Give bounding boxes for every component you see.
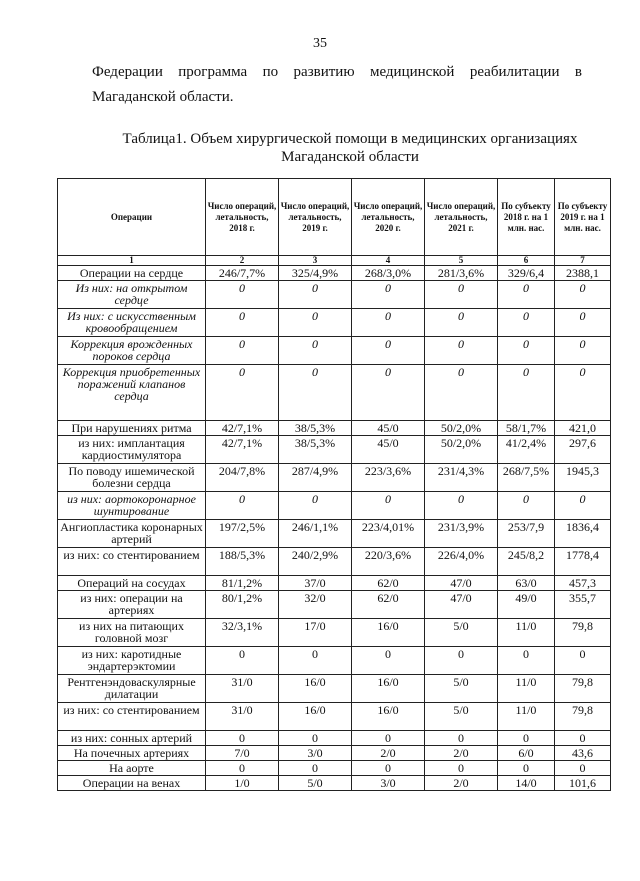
value-2018-cell: 0: [206, 761, 279, 776]
operation-cell: Ангиопластика коронарных артерий: [58, 520, 206, 548]
per-million-2018-cell: 49/0: [498, 591, 555, 619]
value-2018-cell: 1/0: [206, 776, 279, 791]
value-2018-cell: 246/7,7%: [206, 266, 279, 281]
value-2019-cell: 0: [279, 731, 352, 746]
table-row: [58, 548, 611, 576]
column-header: Операции: [58, 179, 206, 256]
table-caption: [60, 130, 640, 166]
per-million-2019-cell: 297,6: [555, 436, 611, 464]
table-row: [58, 436, 611, 464]
surgery-volume-table: [57, 178, 611, 791]
value-2019-cell: 0: [279, 761, 352, 776]
table-row: [58, 576, 611, 591]
value-2020-cell: 223/3,6%: [352, 464, 425, 492]
operation-cell: На аорте: [58, 761, 206, 776]
value-2021-cell: 47/0: [425, 576, 498, 591]
value-2020-cell: 0: [352, 647, 425, 675]
value-2018-cell: 197/2,5%: [206, 520, 279, 548]
operation-cell: При нарушениях ритма: [58, 421, 206, 436]
value-2019-cell: 0: [279, 281, 352, 309]
table-row: [58, 492, 611, 520]
table-row: [58, 746, 611, 761]
per-million-2018-cell: 329/6,4: [498, 266, 555, 281]
operation-cell: из них: имплантация кардиостимулятора: [58, 436, 206, 464]
value-2020-cell: 0: [352, 761, 425, 776]
value-2018-cell: 31/0: [206, 703, 279, 731]
value-2018-cell: 0: [206, 337, 279, 365]
column-number: 3: [279, 256, 352, 266]
per-million-2019-cell: 0: [555, 647, 611, 675]
value-2020-cell: 0: [352, 731, 425, 746]
table-header-row: [58, 179, 611, 256]
value-2019-cell: 0: [279, 492, 352, 520]
per-million-2018-cell: 245/8,2: [498, 548, 555, 576]
column-number: 5: [425, 256, 498, 266]
per-million-2019-cell: 0: [555, 492, 611, 520]
per-million-2019-cell: 0: [555, 365, 611, 421]
per-million-2018-cell: 268/7,5%: [498, 464, 555, 492]
per-million-2019-cell: 0: [555, 309, 611, 337]
value-2019-cell: 0: [279, 309, 352, 337]
per-million-2019-cell: 101,6: [555, 776, 611, 791]
table-row: [58, 281, 611, 309]
value-2020-cell: 0: [352, 365, 425, 421]
value-2021-cell: 0: [425, 281, 498, 309]
value-2020-cell: 220/3,6%: [352, 548, 425, 576]
column-number: 4: [352, 256, 425, 266]
column-number: 6: [498, 256, 555, 266]
value-2018-cell: 31/0: [206, 675, 279, 703]
value-2021-cell: 281/3,6%: [425, 266, 498, 281]
value-2021-cell: 0: [425, 492, 498, 520]
per-million-2019-cell: 2388,1: [555, 266, 611, 281]
value-2020-cell: 223/4,01%: [352, 520, 425, 548]
value-2019-cell: 38/5,3%: [279, 436, 352, 464]
value-2021-cell: 0: [425, 647, 498, 675]
column-numbers-row: [58, 256, 611, 266]
value-2020-cell: 3/0: [352, 776, 425, 791]
per-million-2018-cell: 0: [498, 492, 555, 520]
per-million-2018-cell: 253/7,9: [498, 520, 555, 548]
value-2021-cell: 5/0: [425, 619, 498, 647]
value-2019-cell: 16/0: [279, 703, 352, 731]
value-2021-cell: 50/2,0%: [425, 421, 498, 436]
table-row: [58, 761, 611, 776]
operation-cell: Из них: с искусственным кровообращением: [58, 309, 206, 337]
operation-cell: Из них: на открытом сердце: [58, 281, 206, 309]
value-2020-cell: 0: [352, 492, 425, 520]
column-number: 7: [555, 256, 611, 266]
per-million-2018-cell: 11/0: [498, 619, 555, 647]
per-million-2019-cell: 79,8: [555, 675, 611, 703]
column-header: По субъекту 2019 г. на 1 млн. нас.: [555, 179, 611, 256]
value-2021-cell: 5/0: [425, 675, 498, 703]
table-row: [58, 421, 611, 436]
table-row: [58, 464, 611, 492]
table-row: [58, 266, 611, 281]
table-row: [58, 647, 611, 675]
operation-cell: из них: со стентированием: [58, 548, 206, 576]
value-2020-cell: 45/0: [352, 436, 425, 464]
table-row: [58, 731, 611, 746]
value-2019-cell: 0: [279, 647, 352, 675]
value-2019-cell: 287/4,9%: [279, 464, 352, 492]
per-million-2019-cell: 0: [555, 337, 611, 365]
operation-cell: Коррекция приобретенных поражений клапанов сердца: [58, 365, 206, 421]
per-million-2018-cell: 0: [498, 281, 555, 309]
value-2019-cell: 17/0: [279, 619, 352, 647]
column-number: 2: [206, 256, 279, 266]
value-2019-cell: 0: [279, 337, 352, 365]
value-2018-cell: 0: [206, 492, 279, 520]
value-2018-cell: 42/7,1%: [206, 436, 279, 464]
column-header: Число операций, летальность, 2020 г.: [352, 179, 425, 256]
value-2021-cell: 2/0: [425, 746, 498, 761]
value-2019-cell: 246/1,1%: [279, 520, 352, 548]
value-2018-cell: 0: [206, 647, 279, 675]
value-2019-cell: 37/0: [279, 576, 352, 591]
per-million-2019-cell: 43,6: [555, 746, 611, 761]
per-million-2019-cell: 421,0: [555, 421, 611, 436]
value-2020-cell: 0: [352, 337, 425, 365]
operation-cell: Операции на сердце: [58, 266, 206, 281]
operation-cell: из них: операции на артериях: [58, 591, 206, 619]
operation-cell: из них на питающих головной мозг: [58, 619, 206, 647]
value-2019-cell: 32/0: [279, 591, 352, 619]
value-2018-cell: 81/1,2%: [206, 576, 279, 591]
value-2018-cell: 0: [206, 309, 279, 337]
value-2018-cell: 0: [206, 281, 279, 309]
per-million-2018-cell: 0: [498, 731, 555, 746]
column-header: Число операций, летальность, 2021 г.: [425, 179, 498, 256]
value-2020-cell: 45/0: [352, 421, 425, 436]
operation-cell: Коррекция врожденных пороков сердца: [58, 337, 206, 365]
per-million-2018-cell: 11/0: [498, 675, 555, 703]
column-number: 1: [58, 256, 206, 266]
value-2019-cell: 240/2,9%: [279, 548, 352, 576]
value-2018-cell: 42/7,1%: [206, 421, 279, 436]
value-2021-cell: 0: [425, 309, 498, 337]
value-2021-cell: 2/0: [425, 776, 498, 791]
table-row: [58, 520, 611, 548]
value-2021-cell: 226/4,0%: [425, 548, 498, 576]
operation-cell: Операций на сосудах: [58, 576, 206, 591]
value-2018-cell: 7/0: [206, 746, 279, 761]
per-million-2019-cell: 1945,3: [555, 464, 611, 492]
page-number: 35: [313, 36, 327, 51]
value-2019-cell: 325/4,9%: [279, 266, 352, 281]
value-2021-cell: 0: [425, 337, 498, 365]
value-2019-cell: 16/0: [279, 675, 352, 703]
per-million-2019-cell: 0: [555, 761, 611, 776]
operation-cell: из них: аортокоронарное шунтирование: [58, 492, 206, 520]
value-2019-cell: 3/0: [279, 746, 352, 761]
column-header: По субъекту 2018 г. на 1 млн. нас.: [498, 179, 555, 256]
value-2021-cell: 0: [425, 761, 498, 776]
per-million-2018-cell: 0: [498, 365, 555, 421]
table-row: [58, 337, 611, 365]
value-2020-cell: 16/0: [352, 703, 425, 731]
per-million-2018-cell: 11/0: [498, 703, 555, 731]
per-million-2019-cell: 0: [555, 281, 611, 309]
operation-cell: Рентгенэндоваскулярные дилатации: [58, 675, 206, 703]
operation-cell: из них: со стентированием: [58, 703, 206, 731]
per-million-2018-cell: 6/0: [498, 746, 555, 761]
value-2019-cell: 0: [279, 365, 352, 421]
value-2021-cell: 5/0: [425, 703, 498, 731]
value-2020-cell: 16/0: [352, 619, 425, 647]
per-million-2018-cell: 0: [498, 337, 555, 365]
value-2018-cell: 0: [206, 731, 279, 746]
per-million-2018-cell: 0: [498, 647, 555, 675]
intro-line-1: Федерации программа по развитию медицинской реабилитации в: [92, 64, 582, 80]
per-million-2018-cell: 41/2,4%: [498, 436, 555, 464]
value-2020-cell: 16/0: [352, 675, 425, 703]
value-2019-cell: 38/5,3%: [279, 421, 352, 436]
table-row: [58, 675, 611, 703]
value-2021-cell: 231/3,9%: [425, 520, 498, 548]
operation-cell: На почечных артериях: [58, 746, 206, 761]
caption-line-1: Таблица1. Объем хирургической помощи в медицинских организациях: [122, 131, 578, 147]
table-row: [58, 309, 611, 337]
value-2018-cell: 80/1,2%: [206, 591, 279, 619]
per-million-2019-cell: 457,3: [555, 576, 611, 591]
value-2020-cell: 268/3,0%: [352, 266, 425, 281]
value-2020-cell: 2/0: [352, 746, 425, 761]
table-row: [58, 703, 611, 731]
value-2021-cell: 50/2,0%: [425, 436, 498, 464]
column-header: Число операций, летальность, 2019 г.: [279, 179, 352, 256]
value-2021-cell: 0: [425, 731, 498, 746]
value-2020-cell: 0: [352, 309, 425, 337]
per-million-2018-cell: 0: [498, 761, 555, 776]
value-2018-cell: 0: [206, 365, 279, 421]
per-million-2018-cell: 58/1,7%: [498, 421, 555, 436]
table-row: [58, 776, 611, 791]
value-2021-cell: 0: [425, 365, 498, 421]
value-2021-cell: 231/4,3%: [425, 464, 498, 492]
table-row: [58, 619, 611, 647]
value-2018-cell: 32/3,1%: [206, 619, 279, 647]
operation-cell: По поводу ишемической болезни сердца: [58, 464, 206, 492]
per-million-2019-cell: 79,8: [555, 619, 611, 647]
per-million-2019-cell: 1836,4: [555, 520, 611, 548]
per-million-2018-cell: 63/0: [498, 576, 555, 591]
intro-line-2: Магаданской области.: [92, 89, 234, 105]
column-header: Число операций, летальность, 2018 г.: [206, 179, 279, 256]
intro-paragraph: [92, 60, 582, 110]
per-million-2018-cell: 0: [498, 309, 555, 337]
per-million-2019-cell: 355,7: [555, 591, 611, 619]
per-million-2019-cell: 0: [555, 731, 611, 746]
value-2021-cell: 47/0: [425, 591, 498, 619]
per-million-2019-cell: 1778,4: [555, 548, 611, 576]
table-row: [58, 591, 611, 619]
per-million-2019-cell: 79,8: [555, 703, 611, 731]
value-2020-cell: 62/0: [352, 576, 425, 591]
operation-cell: из них: каротидные эндартерэктомии: [58, 647, 206, 675]
operation-cell: Операции на венах: [58, 776, 206, 791]
table-row: [58, 365, 611, 421]
value-2020-cell: 62/0: [352, 591, 425, 619]
per-million-2018-cell: 14/0: [498, 776, 555, 791]
value-2018-cell: 188/5,3%: [206, 548, 279, 576]
value-2018-cell: 204/7,8%: [206, 464, 279, 492]
operation-cell: из них: сонных артерий: [58, 731, 206, 746]
value-2020-cell: 0: [352, 281, 425, 309]
value-2019-cell: 5/0: [279, 776, 352, 791]
caption-line-2: Магаданской области: [281, 149, 419, 165]
